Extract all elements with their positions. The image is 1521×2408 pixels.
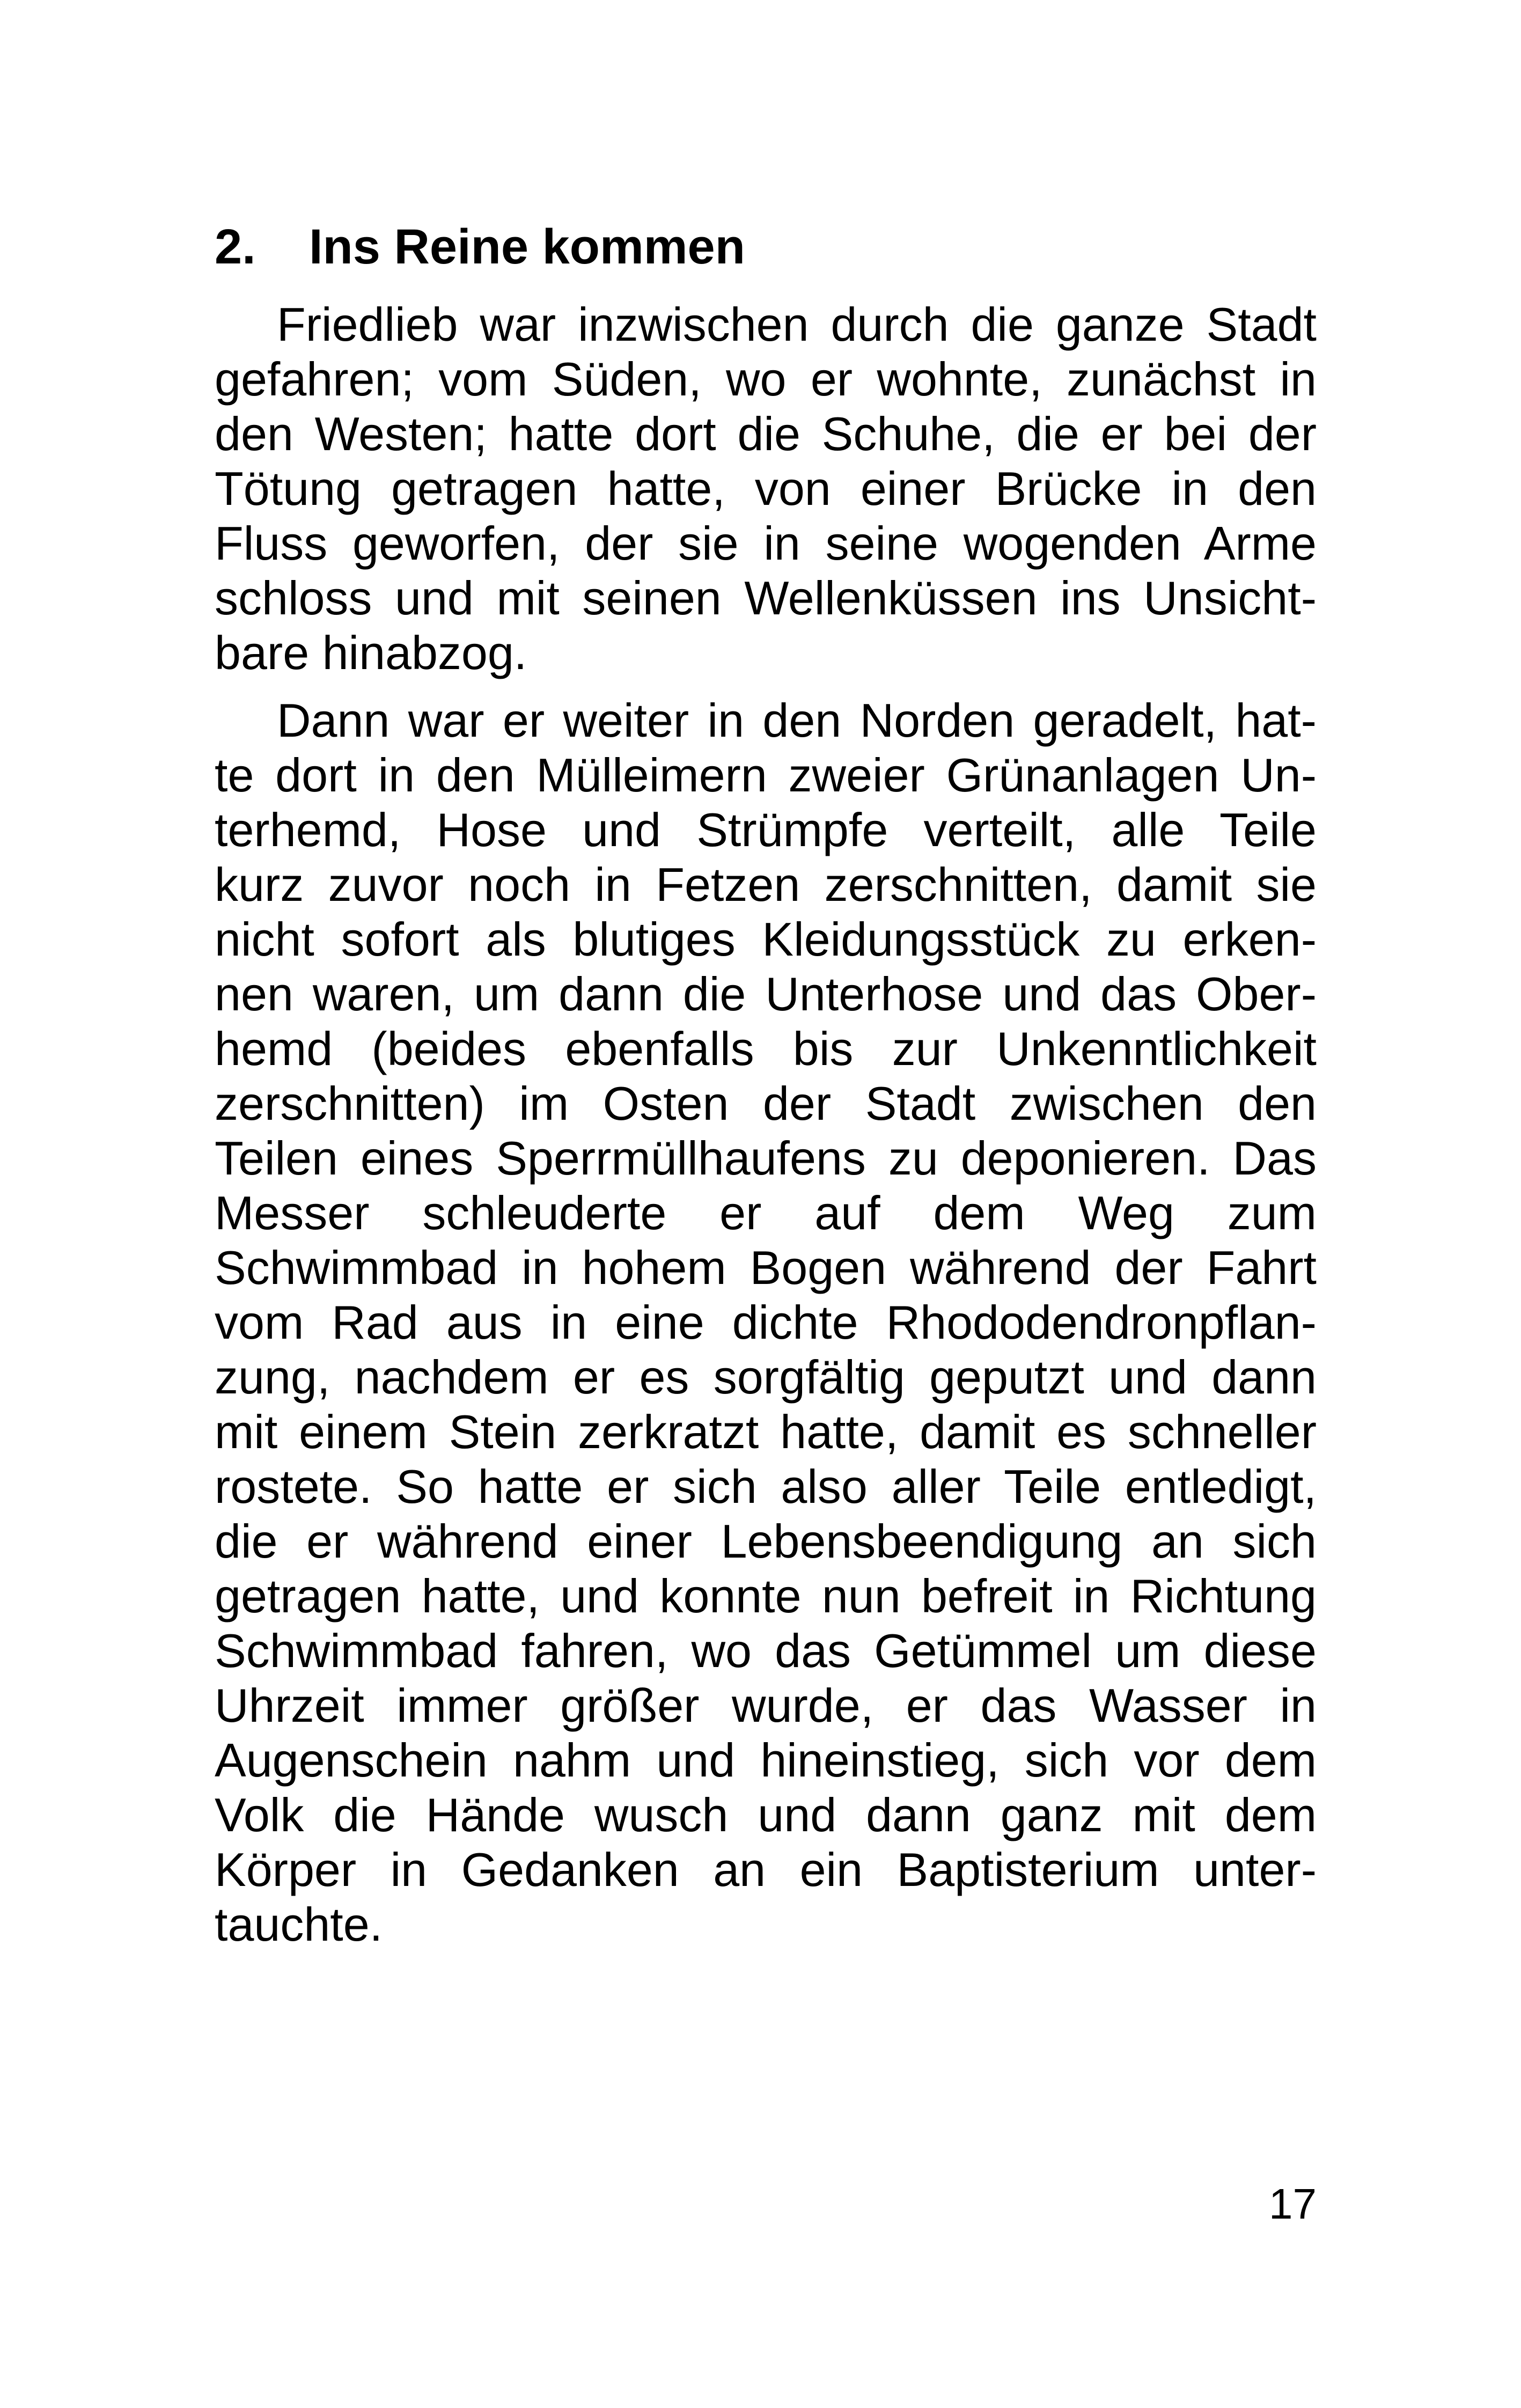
text-line: Messer schleuderte er auf dem Weg zum [215, 1186, 1317, 1239]
text-line: mit einem Stein zerkratzt hatte, damit es schneller [215, 1405, 1317, 1458]
chapter-number: 2. [215, 219, 256, 274]
text-line: den Westen; hatte dort die Schuhe, die er bei der [215, 407, 1317, 460]
text-line: schloss und mit seinen Wellenküssen ins Unsicht- [215, 571, 1317, 625]
paragraph-1 [215, 297, 1317, 680]
text-line: nen waren, um dann die Unterhose und das Ober- [215, 967, 1317, 1021]
text-line: Dann war er weiter in den Norden geradelt, hat- [277, 694, 1317, 747]
text-line: Friedlieb war inzwischen durch die ganze Stadt [277, 298, 1317, 351]
paragraph-2 [215, 693, 1317, 1952]
page-number: 17 [1269, 2180, 1317, 2228]
chapter-title: Ins Reine kommen [309, 219, 745, 274]
text-line: Fluss geworfen, der sie in seine wogenden Arme [215, 517, 1317, 570]
text-line: Schwimmbad fahren, wo das Getümmel um diese [215, 1624, 1317, 1677]
text-line: gefahren; vom Süden, wo er wohnte, zunächst in [215, 353, 1317, 406]
text-line: rostete. So hatte er sich also aller Teile entledigt, [215, 1460, 1317, 1513]
text-line: Teilen eines Sperrmüllhaufens zu deponieren. Das [215, 1132, 1317, 1185]
text-line: getragen hatte, und konnte nun befreit in Richtung [215, 1569, 1317, 1623]
text-line: vom Rad aus in eine dichte Rhododendronpflan- [215, 1296, 1317, 1349]
text-line: nicht sofort als blutiges Kleidungsstück zu erken- [215, 913, 1317, 966]
text-line: Schwimmbad in hohem Bogen während der Fahrt [215, 1241, 1317, 1294]
text-line: terhemd, Hose und Strümpfe verteilt, alle Teile [215, 803, 1317, 856]
text-line: zung, nachdem er es sorgfältig geputzt und dann [215, 1350, 1317, 1404]
text-line: die er während einer Lebensbeendigung an sich [215, 1515, 1317, 1568]
text-line: Körper in Gedanken an ein Baptisterium unter- [215, 1843, 1317, 1896]
page-body [215, 215, 1317, 1952]
text-line: Tötung getragen hatte, von einer Brücke in den [215, 462, 1317, 515]
chapter-heading [215, 215, 1317, 279]
text-line: te dort in den Mülleimern zweier Grünanlagen Un- [215, 748, 1317, 802]
text-line: Augenschein nahm und hineinstieg, sich vor dem [215, 1734, 1317, 1787]
text-line: bare hinabzog. [215, 626, 527, 679]
text-line: zerschnitten) im Osten der Stadt zwischen den [215, 1077, 1317, 1130]
text-line: tauchte. [215, 1898, 383, 1951]
text-line: kurz zuvor noch in Fetzen zerschnitten, damit sie [215, 858, 1317, 911]
text-line: Volk die Hände wusch und dann ganz mit dem [215, 1788, 1317, 1841]
text-line: hemd (beides ebenfalls bis zur Unkenntlichkeit [215, 1022, 1317, 1075]
text-line: Uhrzeit immer größer wurde, er das Wasser in [215, 1679, 1317, 1732]
